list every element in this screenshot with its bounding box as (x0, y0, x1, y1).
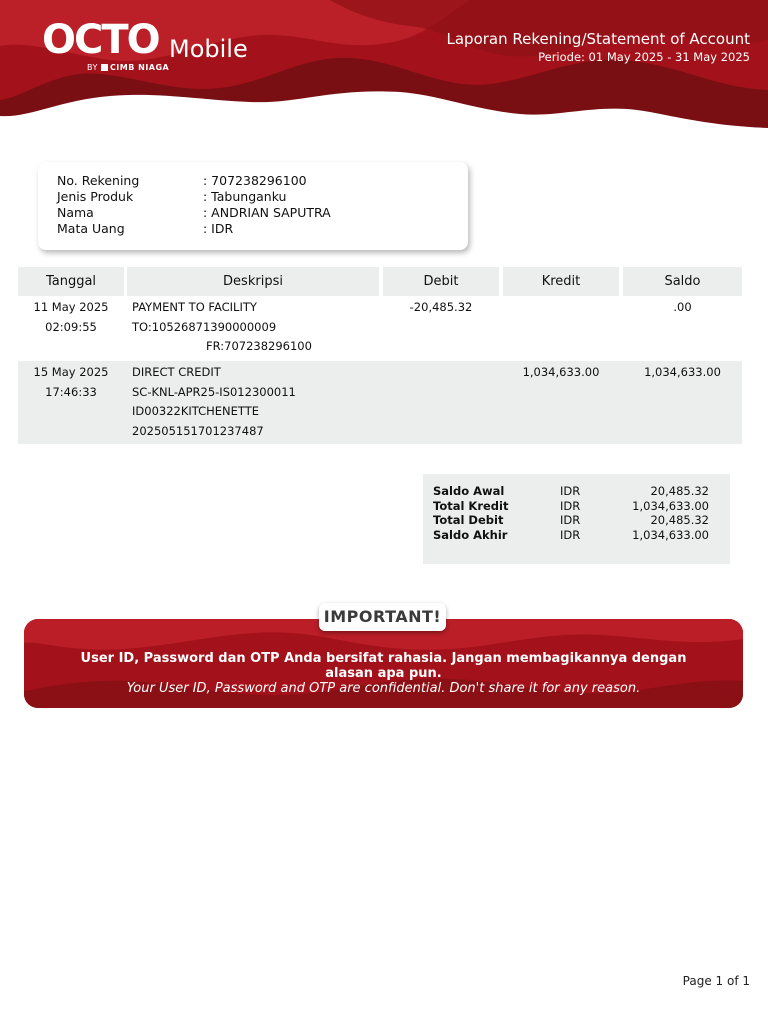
summary-currency: IDR (560, 527, 581, 542)
cimb-mark-icon (101, 64, 108, 71)
logo-mobile-text: Mobile (169, 35, 248, 63)
statement-header (0, 0, 768, 135)
summary-value: 20,485.32 (650, 484, 709, 498)
row-time: 17:46:33 (45, 385, 97, 399)
account-value: : Tabunganku (203, 189, 287, 204)
account-value: : ANDRIAN SAPUTRA (203, 205, 331, 220)
summary-currency: IDR (560, 484, 581, 498)
column-header-description: Deskripsi (127, 267, 379, 296)
statement-period: Periode: 01 May 2025 - 31 May 2025 (538, 50, 750, 64)
balance-summary (423, 474, 730, 564)
important-message-english: Your User ID, Password and OTP are confidential. Don't share it for any reason. (126, 681, 641, 696)
row-time: 02:09:55 (45, 320, 97, 334)
row-debit: -20,485.32 (409, 300, 473, 314)
row-description-line: PAYMENT TO FACILITY (132, 300, 257, 314)
statement-title-block (447, 30, 751, 65)
logo-octo-text: OCTO (42, 17, 159, 63)
row-balance: 1,034,633.00 (644, 365, 721, 379)
account-info-card (38, 162, 468, 250)
row-date: 15 May 2025 (33, 365, 109, 379)
row-description-line: TO:10526871390000009 (132, 320, 277, 334)
account-label: No. Rekening (57, 173, 140, 188)
account-label: Jenis Produk (57, 189, 134, 204)
summary-currency: IDR (560, 513, 581, 527)
important-badge: IMPORTANT! (319, 603, 446, 631)
summary-label: Total Debit (433, 513, 504, 527)
account-label: Nama (57, 205, 94, 220)
table-row (18, 361, 742, 444)
row-description-line: FR:707238296100 (206, 339, 312, 353)
important-message-indonesian (24, 651, 743, 681)
row-description-line: SC-KNL-APR25-IS012300011 (132, 385, 296, 399)
statement-title: Laporan Rekening/Statement of Account (446, 30, 750, 48)
account-value: : 707238296100 (203, 173, 307, 188)
row-description-line: DIRECT CREDIT (132, 365, 221, 379)
summary-label: Saldo Akhir (433, 527, 508, 542)
logo-by-text: BY (87, 63, 98, 72)
row-description-line: ID00322KITCHENETTE (132, 404, 260, 418)
important-message-id-text: User ID, Password dan OTP Anda bersifat rahasia. Jangan membagikannya dengan alasan apa pun. (80, 651, 687, 681)
summary-label: Saldo Awal (433, 484, 505, 498)
row-credit: 1,034,633.00 (522, 365, 600, 379)
octo-mobile-logo (42, 16, 282, 78)
logo-by-line (87, 63, 169, 73)
row-description-line: 202505151701237487 (132, 424, 264, 438)
summary-currency: IDR (560, 498, 581, 513)
row-date: 11 May 2025 (33, 300, 109, 314)
summary-value: 1,034,633.00 (632, 527, 709, 542)
summary-value: 1,034,633.00 (632, 498, 709, 513)
row-balance: .00 (673, 300, 692, 314)
page-number: Page 1 of 1 (682, 974, 750, 988)
summary-value: 20,485.32 (650, 513, 709, 527)
column-header-date: Tanggal (18, 267, 124, 296)
table-row (18, 296, 742, 360)
column-header-debit: Debit (383, 267, 499, 296)
important-notice-box (24, 619, 743, 708)
account-value: : IDR (203, 221, 234, 236)
logo-brand-text: CIMB NIAGA (109, 63, 170, 72)
column-header-credit: Kredit (503, 267, 619, 296)
column-header-balance: Saldo (623, 267, 742, 296)
summary-label: Total Kredit (433, 498, 509, 513)
account-label: Mata Uang (57, 221, 125, 236)
